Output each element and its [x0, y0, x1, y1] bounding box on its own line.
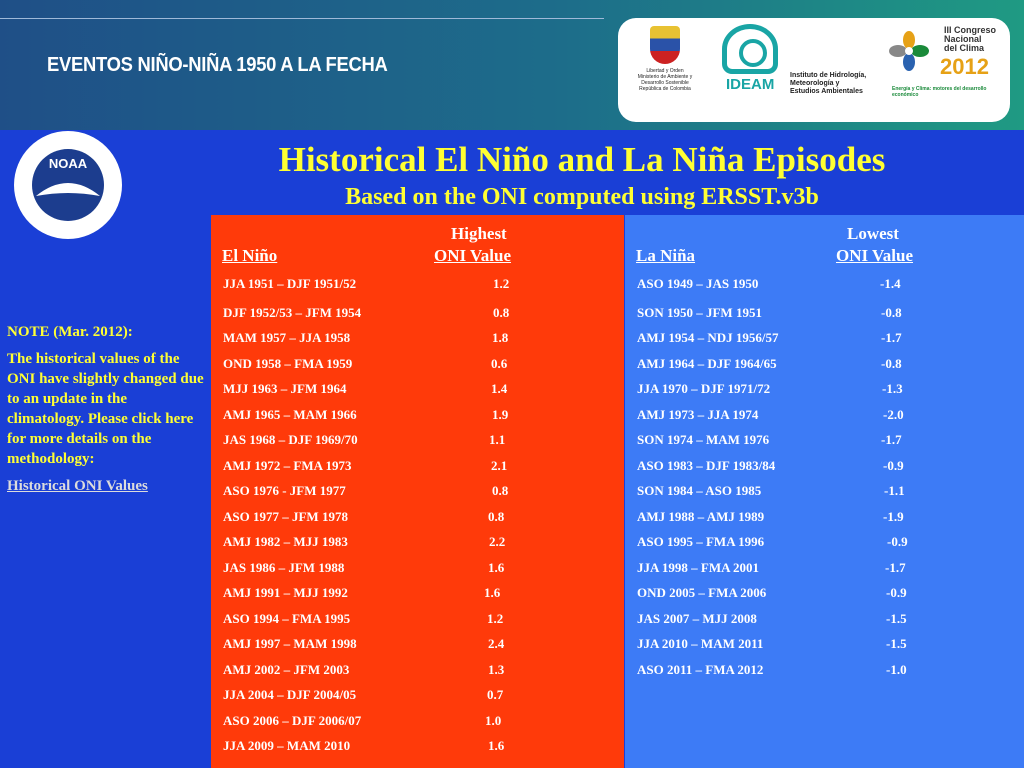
table-row	[625, 379, 1024, 405]
ideam-sub-3: Estudios Ambientales	[790, 88, 863, 95]
table-row	[625, 481, 1024, 507]
oni-value: 0.8	[493, 305, 510, 320]
episode-period: AMJ 1988 – AMJ 1989	[637, 509, 765, 524]
oni-value: 1.0	[485, 713, 502, 728]
congreso-clima-logo	[888, 24, 1004, 118]
el-nino-table	[211, 215, 624, 768]
oni-value: 1.6	[488, 560, 505, 575]
oni-value: 2.2	[489, 534, 506, 549]
episode-period: SON 1950 – JFM 1951	[637, 305, 762, 320]
note-heading: NOTE (Mar. 2012):	[7, 324, 133, 340]
table-row	[625, 660, 1024, 686]
historical-oni-link[interactable]: Historical ONI Values	[7, 478, 148, 494]
table-row	[211, 405, 624, 431]
table-row	[625, 558, 1024, 584]
table-row	[625, 609, 1024, 635]
oni-value: 0.8	[492, 483, 509, 498]
episode-period: AMJ 1965 – MAM 1966	[223, 407, 357, 422]
table-row	[211, 456, 624, 482]
episode-period: MJJ 1963 – JFM 1964	[223, 381, 347, 396]
table-row	[625, 634, 1024, 660]
table-row	[625, 430, 1024, 456]
episode-period: SON 1984 – ASO 1985	[637, 483, 762, 498]
table-row	[211, 354, 624, 380]
ideam-sub-1: Instituto de Hidrología,	[790, 72, 867, 79]
oni-value: 2.4	[488, 636, 505, 651]
la-nina-header: La Niña	[636, 246, 696, 265]
episode-period: AMJ 1972 – FMA 1973	[223, 458, 352, 473]
episode-period: ASO 1995 – FMA 1996	[637, 534, 765, 549]
table-row	[211, 711, 624, 737]
table-row	[211, 328, 624, 354]
oni-value: -1.9	[883, 509, 904, 524]
table-row	[211, 558, 624, 584]
episode-period: AMJ 1991 – MJJ 1992	[223, 585, 348, 600]
table-row	[211, 660, 624, 686]
oni-value: -1.5	[886, 611, 907, 626]
oni-value: -0.9	[886, 585, 907, 600]
oni-value: 1.4	[491, 381, 508, 396]
sub-title: Based on the ONI computed using ERSST.v3b	[345, 184, 819, 210]
episode-period: ASO 1994 – FMA 1995	[223, 611, 351, 626]
oni-value: 2.1	[491, 458, 508, 473]
table-row	[211, 634, 624, 660]
table-row	[211, 532, 624, 558]
la-nina-table	[625, 215, 1024, 768]
episode-period: AMJ 1997 – MAM 1998	[223, 636, 357, 651]
el-nino-header: El Niño	[222, 246, 278, 265]
table-row	[211, 609, 624, 635]
congreso-text-2: Nacional	[944, 34, 982, 44]
table-row	[211, 430, 624, 456]
ideam-subtitle	[790, 72, 866, 96]
table-row	[625, 583, 1024, 609]
colombia-logo-text-4: República de Colombia	[639, 86, 691, 92]
table-row	[211, 274, 624, 300]
noaa-text: NOAA	[48, 156, 88, 171]
noaa-logo	[2, 130, 136, 240]
oni-value: -1.7	[881, 330, 902, 345]
episode-period: JJA 2010 – MAM 2011	[637, 636, 764, 651]
episode-period: JAS 2007 – MJJ 2008	[637, 611, 757, 626]
oni-value: -2.0	[883, 407, 904, 422]
episode-period: JJA 1998 – FMA 2001	[637, 560, 760, 575]
table-row	[625, 274, 1024, 300]
header-divider	[0, 18, 604, 19]
table-row	[211, 481, 624, 507]
la-nina-lowest-label: Lowest	[847, 224, 899, 243]
episode-period: JJA 1970 – DJF 1971/72	[637, 381, 771, 396]
oni-value: 1.2	[493, 276, 510, 291]
episode-period: JJA 1951 – DJF 1951/52	[223, 276, 357, 291]
colombia-logo	[630, 20, 700, 120]
el-nino-highest-label: Highest	[451, 224, 507, 243]
episode-period: ASO 2006 – DJF 2006/07	[223, 713, 362, 728]
oni-value: 1.3	[488, 662, 505, 677]
episode-period: JAS 1986 – JFM 1988	[223, 560, 345, 575]
episode-period: ASO 1983 – DJF 1983/84	[637, 458, 776, 473]
oni-value: -0.9	[887, 534, 908, 549]
oni-value: -1.5	[886, 636, 907, 651]
flower-icon	[888, 30, 930, 72]
episode-period: MAM 1957 – JJA 1958	[223, 330, 351, 345]
congreso-text	[944, 26, 996, 53]
ideam-swirl-icon	[722, 24, 778, 74]
oni-value: 1.2	[487, 611, 504, 626]
table-row	[625, 507, 1024, 533]
table-row	[625, 354, 1024, 380]
ideam-name: IDEAM	[726, 76, 775, 93]
table-row	[211, 379, 624, 405]
oni-value: 0.6	[491, 356, 508, 371]
colombia-logo-text-1: Libertad y Orden	[646, 68, 684, 74]
table-row	[625, 456, 1024, 482]
congreso-footer: Energía y Clima: motores del desarrollo económico	[892, 86, 987, 98]
note-sidebar	[7, 322, 207, 496]
table-row	[625, 532, 1024, 558]
main-title: Historical El Niño and La Niña Episodes	[278, 140, 886, 179]
oni-value: 0.8	[488, 509, 505, 524]
table-row	[625, 328, 1024, 354]
episode-period: SON 1974 – MAM 1976	[637, 432, 770, 447]
episode-period: DJF 1952/53 – JFM 1954	[223, 305, 362, 320]
table-row	[625, 405, 1024, 431]
oni-value: -1.4	[880, 276, 901, 291]
ideam-sub-2: Meteorología y	[790, 80, 840, 87]
congreso-year: 2012	[940, 54, 989, 79]
oni-value: -1.1	[884, 483, 905, 498]
oni-value: -0.8	[881, 356, 902, 371]
colombia-logo-text-3: Desarrollo Sostenible	[641, 80, 689, 86]
table-row	[625, 303, 1024, 329]
ideam-logo	[720, 24, 880, 114]
oni-value: 1.9	[492, 407, 509, 422]
table-row	[211, 583, 624, 609]
oni-value: -1.7	[881, 432, 902, 447]
episode-period: OND 1958 – FMA 1959	[223, 356, 353, 371]
oni-value: -1.3	[882, 381, 903, 396]
table-row	[211, 303, 624, 329]
oni-value: -0.9	[883, 458, 904, 473]
episode-period: AMJ 2002 – JFM 2003	[223, 662, 350, 677]
episode-period: ASO 1949 – JAS 1950	[637, 276, 759, 291]
episode-period: JAS 1968 – DJF 1969/70	[223, 432, 358, 447]
episode-period: AMJ 1973 – JJA 1974	[637, 407, 759, 422]
colombia-shield-icon	[650, 26, 680, 64]
oni-value: 0.7	[487, 687, 504, 702]
table-row	[211, 736, 624, 762]
episode-period: JJA 2009 – MAM 2010	[223, 738, 351, 753]
la-nina-oni-header: ONI Value	[836, 246, 913, 265]
oni-value: -0.8	[881, 305, 902, 320]
oni-value: 1.6	[484, 585, 501, 600]
congreso-text-3: del Clima	[944, 43, 985, 53]
episode-period: AMJ 1964 – DJF 1964/65	[637, 356, 777, 371]
oni-value: 1.8	[492, 330, 509, 345]
episode-period: OND 2005 – FMA 2006	[637, 585, 767, 600]
episode-period: ASO 1976 - JFM 1977	[223, 483, 346, 498]
el-nino-oni-header: ONI Value	[434, 246, 511, 265]
congreso-text-1: III Congreso	[944, 25, 997, 35]
episode-period: JJA 2004 – DJF 2004/05	[223, 687, 357, 702]
oni-value: 1.6	[488, 738, 505, 753]
episode-period: AMJ 1954 – NDJ 1956/57	[637, 330, 779, 345]
table-row	[211, 507, 624, 533]
episode-period: AMJ 1982 – MJJ 1983	[223, 534, 348, 549]
note-body: The historical values of the ONI have slightly changed due to an update in the climatology. Please click here for more details on the methodology:	[7, 351, 204, 467]
oni-value: 1.1	[489, 432, 506, 447]
episode-period: ASO 1977 – JFM 1978	[223, 509, 348, 524]
episode-period: ASO 2011 – FMA 2012	[637, 662, 764, 677]
colombia-logo-text-2: Ministerio de Ambiente y	[637, 74, 693, 80]
oni-value: -1.7	[885, 560, 906, 575]
header-title: EVENTOS NIÑO-NIÑA 1950 A LA FECHA	[47, 54, 388, 76]
table-row	[211, 685, 624, 711]
oni-value: -1.0	[886, 662, 907, 677]
